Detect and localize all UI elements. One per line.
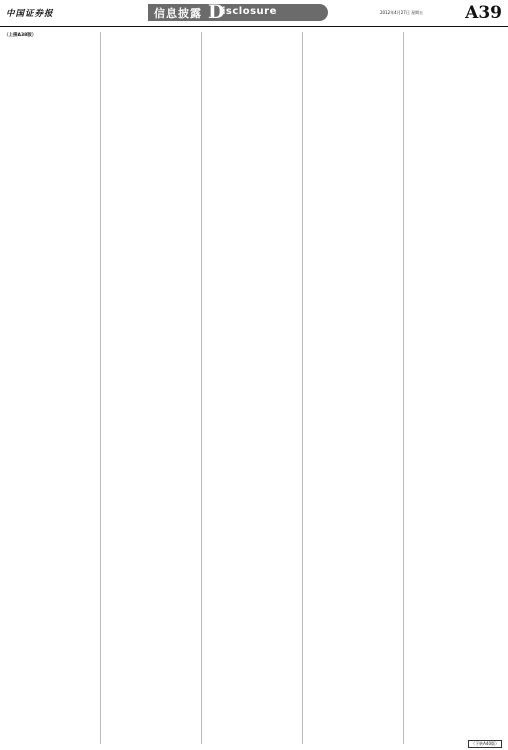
masthead — [0, 0, 508, 27]
article-columns — [4, 32, 504, 744]
continued-to-label: （下转A40版） — [468, 740, 502, 748]
continued-from-label: （上接A38版） — [4, 33, 37, 38]
paper-name: 中国证券报 — [6, 9, 54, 19]
column-3 — [206, 32, 303, 744]
column-5 — [408, 32, 504, 744]
column-2 — [105, 32, 202, 744]
dateline: 2012年4月27日 星期五 — [380, 10, 424, 15]
column-4 — [307, 32, 404, 744]
section-title-en: isclosure — [222, 6, 277, 17]
section-title-cn: 信息披露 — [154, 7, 202, 20]
section-title-initial: D — [208, 1, 225, 23]
column-1 — [4, 32, 101, 744]
page-number: A39 — [465, 3, 502, 23]
